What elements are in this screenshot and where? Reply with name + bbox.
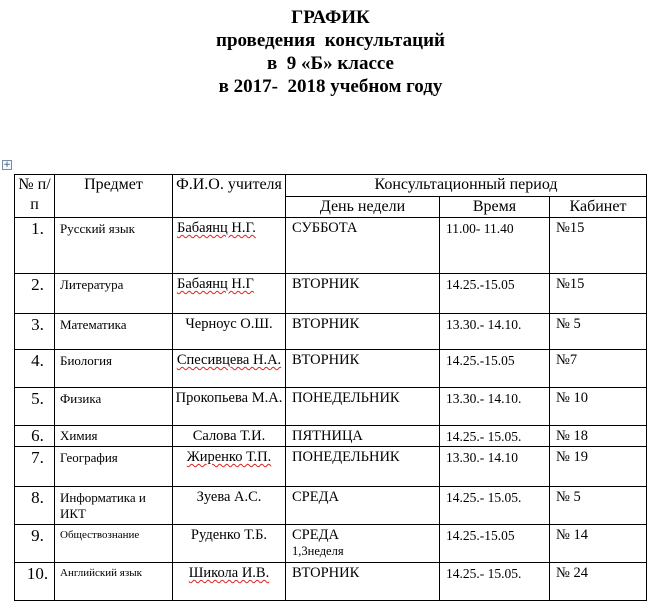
header-day: День недели bbox=[286, 197, 440, 218]
document-title bbox=[0, 6, 661, 98]
row-teacher-text: Шикола И.В. bbox=[188, 565, 270, 581]
row-teacher: Руденко Т.Б. bbox=[173, 525, 286, 563]
row-day-note: 1,3неделя bbox=[292, 544, 344, 558]
row-time: 13.30.- 14.10 bbox=[440, 447, 550, 487]
row-subject: Литература bbox=[55, 274, 173, 314]
row-day: ВТОРНИК bbox=[286, 274, 440, 314]
header-period: Консультационный период bbox=[286, 175, 647, 197]
row-num: 2. bbox=[15, 274, 55, 314]
row-num: 3. bbox=[15, 314, 55, 350]
row-time: 14.25.-15.05 bbox=[440, 350, 550, 388]
row-subject: Английский язык bbox=[55, 563, 173, 601]
row-room: № 5 bbox=[550, 487, 647, 525]
header-time: Время bbox=[440, 197, 550, 218]
row-teacher: Зуева А.С. bbox=[173, 487, 286, 525]
row-subject: Биология bbox=[55, 350, 173, 388]
header-teacher: Ф.И.О. учителя bbox=[173, 175, 286, 218]
row-day-text: СРЕДА bbox=[292, 527, 339, 543]
row-day: ПЯТНИЦА bbox=[286, 426, 440, 447]
row-room: № 14 bbox=[550, 525, 647, 563]
consultation-schedule-table bbox=[14, 174, 647, 601]
row-subject: Физика bbox=[55, 388, 173, 426]
table-row bbox=[15, 447, 647, 487]
row-time: 14.25.-15.05 bbox=[440, 274, 550, 314]
row-num: 7. bbox=[15, 447, 55, 487]
title-line-3: в 9 «Б» классе bbox=[267, 53, 394, 74]
row-num: 6. bbox=[15, 426, 55, 447]
row-room: №15 bbox=[550, 218, 647, 274]
row-teacher: Черноус О.Ш. bbox=[173, 314, 286, 350]
row-time: 11.00- 11.40 bbox=[440, 218, 550, 274]
row-day: ВТОРНИК bbox=[286, 563, 440, 601]
row-num: 8. bbox=[15, 487, 55, 525]
row-room: №7 bbox=[550, 350, 647, 388]
row-subject: Математика bbox=[55, 314, 173, 350]
row-teacher-text: Бабаянц Н.Г. bbox=[177, 220, 256, 236]
row-subject: Информатика и ИКТ bbox=[55, 487, 173, 525]
row-time: 14.25.- 15.05. bbox=[440, 426, 550, 447]
table-move-handle-icon[interactable]: + bbox=[3, 160, 11, 170]
table-row bbox=[15, 525, 647, 563]
header-room: Кабинет bbox=[550, 197, 647, 218]
title-line-1: ГРАФИК bbox=[291, 7, 370, 28]
row-teacher bbox=[173, 218, 286, 274]
row-day: СУББОТА bbox=[286, 218, 440, 274]
table-row bbox=[15, 274, 647, 314]
table-row bbox=[15, 388, 647, 426]
table-row bbox=[15, 218, 647, 274]
row-teacher bbox=[173, 563, 286, 601]
row-room: №15 bbox=[550, 274, 647, 314]
row-time: 14.25.- 15.05. bbox=[440, 563, 550, 601]
row-num: 4. bbox=[15, 350, 55, 388]
row-day: ПОНЕДЕЛЬНИК bbox=[286, 388, 440, 426]
row-day: ВТОРНИК bbox=[286, 314, 440, 350]
table-row bbox=[15, 350, 647, 388]
row-room: № 18 bbox=[550, 426, 647, 447]
row-time: 13.30.- 14.10. bbox=[440, 314, 550, 350]
header-subject: Предмет bbox=[55, 175, 173, 218]
row-num: 9. bbox=[15, 525, 55, 563]
row-day: СРЕДА bbox=[286, 487, 440, 525]
row-time: 14.25.- 15.05. bbox=[440, 487, 550, 525]
row-num: 10. bbox=[15, 563, 55, 601]
row-day bbox=[286, 525, 440, 563]
table-row bbox=[15, 487, 647, 525]
title-line-4: в 2017- 2018 учебном году bbox=[218, 76, 443, 97]
header-num: № п/п bbox=[15, 175, 55, 218]
header-row bbox=[15, 175, 647, 197]
row-teacher bbox=[173, 350, 286, 388]
row-subject: Химия bbox=[55, 426, 173, 447]
table-row bbox=[15, 563, 647, 601]
row-time: 14.25.-15.05 bbox=[440, 525, 550, 563]
row-teacher: Прокопьева М.А. bbox=[173, 388, 286, 426]
row-day: ВТОРНИК bbox=[286, 350, 440, 388]
row-teacher: Салова Т.И. bbox=[173, 426, 286, 447]
row-teacher bbox=[173, 447, 286, 487]
row-num: 5. bbox=[15, 388, 55, 426]
table-row bbox=[15, 426, 647, 447]
row-day: ПОНЕДЕЛЬНИК bbox=[286, 447, 440, 487]
row-num: 1. bbox=[15, 218, 55, 274]
row-teacher bbox=[173, 274, 286, 314]
row-teacher-text: Спесивцева Н.А. bbox=[176, 352, 282, 368]
title-line-2: проведения консультаций bbox=[216, 30, 445, 51]
row-subject: География bbox=[55, 447, 173, 487]
row-time: 13.30.- 14.10. bbox=[440, 388, 550, 426]
row-teacher-text: Бабаянц Н.Г bbox=[177, 276, 254, 292]
row-room: № 5 bbox=[550, 314, 647, 350]
row-subject: Обществознание bbox=[55, 525, 173, 563]
row-room: № 19 bbox=[550, 447, 647, 487]
row-room: № 24 bbox=[550, 563, 647, 601]
table-row bbox=[15, 314, 647, 350]
row-subject: Русский язык bbox=[55, 218, 173, 274]
row-teacher-text: Жиренко Т.П. bbox=[186, 449, 272, 465]
row-room: № 10 bbox=[550, 388, 647, 426]
